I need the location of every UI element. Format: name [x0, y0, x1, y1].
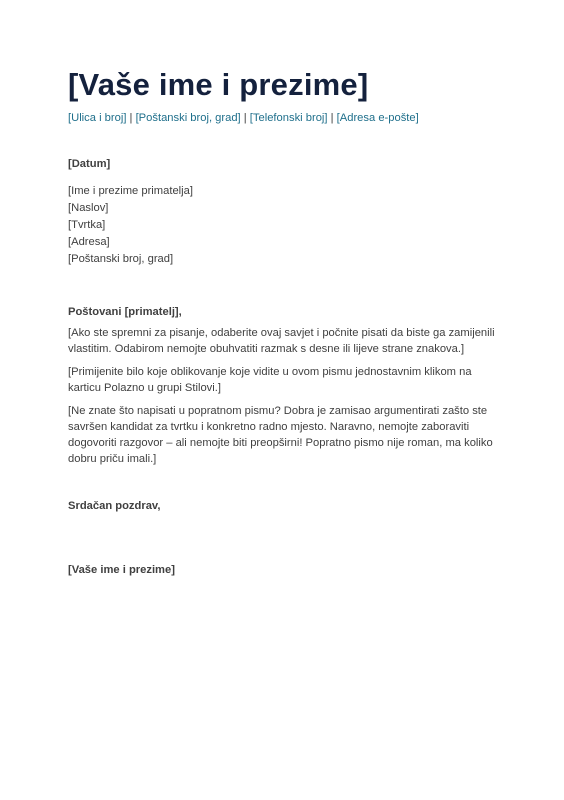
recipient-name[interactable]: [Ime i prezime primatelja]: [68, 185, 193, 197]
recipient-address[interactable]: [Adresa]: [68, 236, 110, 248]
contact-email[interactable]: [Adresa e-pošte]: [336, 112, 419, 124]
recipient-postal-city[interactable]: [Poštanski broj, grad]: [68, 253, 174, 265]
closing[interactable]: Srdačan pozdrav,: [68, 500, 161, 512]
contact-postal-city[interactable]: [Poštanski broj, grad]: [135, 112, 241, 124]
greeting[interactable]: Poštovani [primatelj],: [68, 306, 182, 318]
contact-separator: |: [126, 112, 136, 124]
body-paragraph-2[interactable]: [Primijenite bilo koje oblikovanje koje vidite u ovom pismu jednostavnim klikom na karticu Polazno u grupi Stilovi.]: [68, 366, 472, 394]
signature-name[interactable]: [Vaše ime i prezime]: [68, 564, 175, 576]
sender-name[interactable]: [Vaše ime i prezime]: [68, 67, 369, 102]
recipient-title[interactable]: [Naslov]: [68, 202, 109, 214]
body-paragraph-3[interactable]: [Ne znate što napisati u popratnom pismu? Dobra je zamisao argumentirati zašto ste savršen kandidat za tvrtku i konkretno radno mjesto. Naravno, nemojte zaboraviti dogovoriti razgovor – ali nemojte biti preopširni! Popratno pismo nije roman, ma koliko dobru priču imali.]: [68, 405, 493, 465]
contact-separator: |: [240, 112, 250, 124]
contact-line: [68, 112, 419, 124]
contact-separator: |: [327, 112, 337, 124]
date-field[interactable]: [Datum]: [68, 158, 111, 170]
body-paragraph-1[interactable]: [Ako ste spremni za pisanje, odaberite ovaj savjet i počnite pisati da biste ga zamijenili vlastitim. Odabirom nemojte obuhvatiti razmak s desne ili lijeve strane znakova.]: [68, 327, 495, 355]
recipient-company[interactable]: [Tvrtka]: [68, 219, 106, 231]
recipient-block: [68, 183, 193, 268]
contact-phone[interactable]: [Telefonski broj]: [249, 112, 328, 124]
contact-street[interactable]: [Ulica i broj]: [68, 112, 127, 124]
